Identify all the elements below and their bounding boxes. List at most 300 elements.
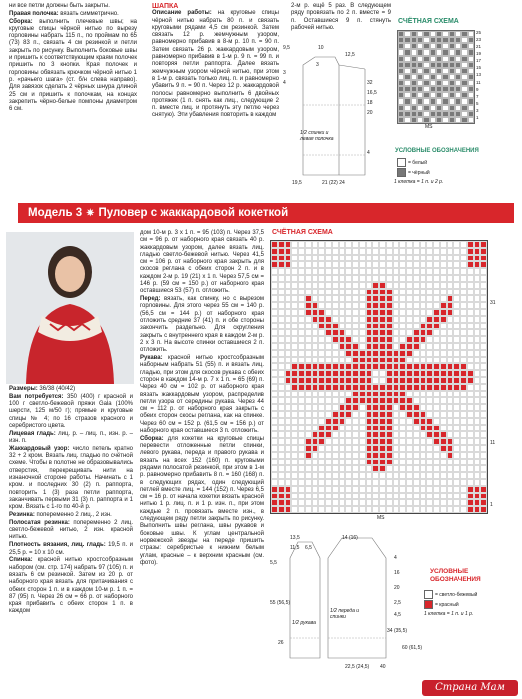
chart2-cell <box>447 282 454 289</box>
chart2-cell <box>285 370 292 377</box>
chart2-cell <box>339 336 346 343</box>
chart2-cell <box>426 370 433 377</box>
chart2-cell <box>366 493 373 500</box>
chart2-cell <box>440 316 447 323</box>
chart2-cell <box>467 431 474 438</box>
chart2-cell <box>345 343 352 350</box>
chart2-cell <box>399 459 406 466</box>
chart2-cell <box>291 268 298 275</box>
chart2-cell <box>440 479 447 486</box>
chart2-cell <box>305 350 312 357</box>
chart2-cell <box>366 459 373 466</box>
chart2-cell <box>420 377 427 384</box>
chart2-cell <box>426 391 433 398</box>
chart2-cell <box>285 316 292 323</box>
chart2-cell <box>318 302 325 309</box>
chart2-cell <box>345 404 352 411</box>
paragraph-body: 19,5 п. и 25,5 р. = 10 x 10 см. <box>9 542 133 556</box>
chart2-cell <box>440 418 447 425</box>
chart2-cell <box>339 302 346 309</box>
chart2-cell <box>318 241 325 248</box>
paragraph <box>9 520 133 542</box>
chart2-cell <box>372 268 379 275</box>
chart2-cell <box>460 241 467 248</box>
chart2-cell <box>467 329 474 336</box>
legend-red-swatch <box>424 600 433 609</box>
chart2-cell <box>318 506 325 513</box>
chart2-cell <box>447 275 454 282</box>
chart2-cell <box>379 329 386 336</box>
chart2-cell <box>467 404 474 411</box>
chart2-cell <box>460 336 467 343</box>
chart2-cell <box>474 452 481 459</box>
chart2-cell <box>298 472 305 479</box>
chart2-cell <box>318 309 325 316</box>
paragraph-body: попеременно 2 лиц. светло-бежевой нитью, 2 изн. красной нитью. <box>9 519 133 541</box>
chart2-cell <box>298 370 305 377</box>
chart2-cell <box>379 384 386 391</box>
chart2-cell <box>426 486 433 493</box>
legend1-white <box>397 158 427 167</box>
chart2-cell <box>447 452 454 459</box>
chart2-cell <box>379 411 386 418</box>
chart2-cell <box>467 479 474 486</box>
chart2-cell <box>379 336 386 343</box>
chart2-cell <box>305 248 312 255</box>
chart2-cell <box>474 241 481 248</box>
chart2-cell <box>318 363 325 370</box>
chart2-cell <box>359 329 366 336</box>
chart2-cell <box>366 370 373 377</box>
chart2-cell <box>460 275 467 282</box>
chart2-cell <box>339 329 346 336</box>
chart2-cell <box>318 465 325 472</box>
chart2-cell <box>453 268 460 275</box>
chart2-cell <box>426 377 433 384</box>
chart2-cell <box>366 486 373 493</box>
chart2-cell <box>433 323 440 330</box>
back-label: 1/2 переда и спинки <box>330 608 360 620</box>
chart2-cell <box>339 459 346 466</box>
chart2-cell <box>298 282 305 289</box>
chart2-cell <box>271 329 278 336</box>
chart2-cell <box>278 411 285 418</box>
chart2-cell <box>413 248 420 255</box>
chart2-cell <box>413 275 420 282</box>
chart2-cell <box>332 323 339 330</box>
chart2-cell <box>474 438 481 445</box>
chart2-cell <box>379 445 386 452</box>
chart2-cell <box>278 248 285 255</box>
chart2-cell <box>386 452 393 459</box>
chart2-cell <box>332 493 339 500</box>
model-title: Пуловер с жаккардовой кокеткой <box>98 207 289 219</box>
paragraph <box>9 19 137 114</box>
chart2-cell <box>298 479 305 486</box>
chart1-title: СЧЁТНАЯ СХЕМА <box>398 18 459 25</box>
chart2-cell <box>447 425 454 432</box>
chart2-cell <box>271 377 278 384</box>
chart2-cell <box>332 343 339 350</box>
chart2-cell <box>352 357 359 364</box>
chart2-cell <box>474 431 481 438</box>
chart2-cell <box>278 445 285 452</box>
chart2-cell <box>345 261 352 268</box>
chart2-cell <box>467 363 474 370</box>
chart2-cell <box>406 459 413 466</box>
chart2-cell <box>420 336 427 343</box>
chart2-cell <box>345 357 352 364</box>
chart2-cell <box>298 404 305 411</box>
chart2-cell <box>345 309 352 316</box>
chart2-cell <box>420 425 427 432</box>
chart2-cell <box>318 316 325 323</box>
watermark: Страна Мам <box>422 680 518 696</box>
chart2-cell <box>453 404 460 411</box>
pattern-w1: 19,5 <box>292 180 302 186</box>
chart2-cell <box>413 255 420 262</box>
chart2-cell <box>467 309 474 316</box>
chart2-cell <box>453 425 460 432</box>
chart2-cell <box>399 261 406 268</box>
chart2-cell <box>420 363 427 370</box>
chart2-cell <box>359 282 366 289</box>
chart2-cell <box>386 486 393 493</box>
chart2-cell <box>298 336 305 343</box>
legend-black-swatch <box>397 168 406 177</box>
chart2-cell <box>399 275 406 282</box>
chart2-cell <box>440 506 447 513</box>
chart1-row-label: 9 <box>476 86 479 92</box>
chart2-cell <box>271 404 278 411</box>
chart2-cell <box>339 425 346 432</box>
chart2-cell <box>332 377 339 384</box>
chart2-cell <box>278 329 285 336</box>
chart2-cell <box>420 438 427 445</box>
chart2-cell <box>352 431 359 438</box>
chart2-cell <box>393 268 400 275</box>
chart2-cell <box>372 275 379 282</box>
chart2-cell <box>426 384 433 391</box>
chart2-cell <box>359 275 366 282</box>
chart2-cell <box>386 384 393 391</box>
chart2-cell <box>366 397 373 404</box>
dim-p: 40 <box>380 664 386 670</box>
chart2-cell <box>372 493 379 500</box>
chart2-cell <box>447 336 454 343</box>
chart2-cell <box>366 255 373 262</box>
chart2-cell <box>480 452 487 459</box>
chart2-row-label: 11 <box>490 440 496 446</box>
legend2-title: УСЛОВНЫЕ ОБОЗНАЧЕНИЯ <box>430 568 481 583</box>
chart2-cell <box>474 486 481 493</box>
chart2-cell <box>278 506 285 513</box>
chart2-cell <box>345 316 352 323</box>
chart2-cell <box>278 404 285 411</box>
chart2-cell <box>366 377 373 384</box>
chart2-cell <box>312 295 319 302</box>
chart2-cell <box>440 411 447 418</box>
chart2-cell <box>447 309 454 316</box>
chart2-cell <box>480 486 487 493</box>
chart2-cell <box>318 418 325 425</box>
chart2-cell <box>312 329 319 336</box>
chart2-cell <box>339 282 346 289</box>
chart2-cell <box>339 377 346 384</box>
chart2-cell <box>440 323 447 330</box>
chart2-cell <box>325 350 332 357</box>
chart2-cell <box>312 357 319 364</box>
chart2-cell <box>278 261 285 268</box>
chart2-cell <box>467 336 474 343</box>
chart2-cell <box>318 445 325 452</box>
paragraph-lead: Размеры: <box>9 386 38 392</box>
chart2-cell <box>285 391 292 398</box>
dim-h: 22,5 (24,5) <box>345 664 370 670</box>
chart2-cell <box>440 391 447 398</box>
chart2-cell <box>393 438 400 445</box>
chart2-cell <box>474 282 481 289</box>
chart2-cell <box>312 255 319 262</box>
chart2-cell <box>366 472 373 479</box>
chart2-cell <box>339 397 346 404</box>
paragraph <box>9 542 133 557</box>
chart2-cell <box>312 452 319 459</box>
chart2-cell <box>271 431 278 438</box>
chart2-cell <box>325 472 332 479</box>
chart2-cell <box>386 357 393 364</box>
chart2-cell <box>285 472 292 479</box>
chart2-cell <box>339 499 346 506</box>
chart2-cell <box>440 472 447 479</box>
chart2-cell <box>386 261 393 268</box>
chart2-cell <box>460 350 467 357</box>
chart2-cell <box>453 255 460 262</box>
chart2-cell <box>440 397 447 404</box>
chart2-cell <box>406 506 413 513</box>
chart2-cell <box>332 404 339 411</box>
chart2-cell <box>420 343 427 350</box>
chart2-cell <box>467 289 474 296</box>
dim-g: 26 <box>278 640 284 646</box>
chart2-cell <box>271 350 278 357</box>
chart2-cell <box>285 479 292 486</box>
chart2-cell <box>433 275 440 282</box>
chart2-cell <box>447 445 454 452</box>
chart2-cell <box>440 289 447 296</box>
chart2-cell <box>467 397 474 404</box>
chart2-cell <box>372 391 379 398</box>
chart2-cell <box>399 357 406 364</box>
chart2-cell <box>366 309 373 316</box>
chart2-cell <box>366 506 373 513</box>
chart2-cell <box>345 329 352 336</box>
chart2-cell <box>480 295 487 302</box>
chart2-cell <box>278 343 285 350</box>
chart2-cell <box>399 445 406 452</box>
model-banner <box>18 203 514 223</box>
chart2-cell <box>372 357 379 364</box>
chart2-cell <box>420 275 427 282</box>
chart2-cell <box>359 316 366 323</box>
chart2-cell <box>271 384 278 391</box>
chart2-cell <box>271 275 278 282</box>
chart2-cell <box>420 323 427 330</box>
chart2-cell <box>345 350 352 357</box>
chart2-cell <box>325 248 332 255</box>
chart2-cell <box>359 248 366 255</box>
paragraph-body: 350 (400) г красной и 100 г светло-бежевой пряжи Gala (100% шерсти, 125 м/50 г); прямые и круговые спицы № 4; по 16 стразов красного и серебристого цвета. <box>9 393 133 429</box>
chart2-cell <box>406 397 413 404</box>
chart2-cell <box>420 384 427 391</box>
chart2-cell <box>453 506 460 513</box>
chart2-cell <box>372 425 379 432</box>
chart2-cell <box>480 289 487 296</box>
dim-b: 11,5 <box>290 545 300 551</box>
chart2-cell <box>386 275 393 282</box>
chart2-cell <box>345 459 352 466</box>
chart2-row-label: 31 <box>490 300 496 306</box>
chart2-cell <box>379 261 386 268</box>
chart2-cell <box>433 282 440 289</box>
chart2-cell <box>312 261 319 268</box>
chart2-cell <box>305 445 312 452</box>
chart2-cell <box>399 241 406 248</box>
chart2-cell <box>399 411 406 418</box>
chart2-cell <box>278 486 285 493</box>
chart2-cell <box>379 472 386 479</box>
chart2-cell <box>285 397 292 404</box>
chart2-cell <box>480 363 487 370</box>
chart2-cell <box>393 465 400 472</box>
chart2-cell <box>278 438 285 445</box>
chart2-cell <box>393 506 400 513</box>
chart2-cell <box>291 506 298 513</box>
chart2-cell <box>379 302 386 309</box>
chart2-cell <box>318 350 325 357</box>
chart2-cell <box>453 445 460 452</box>
chart2-cell <box>298 411 305 418</box>
chart2-cell <box>298 431 305 438</box>
paragraph-body: красной нитью кростсобразным наборным набрать 51 (55) п. и вязать лиц. гладью, при этом для скосов рукава с обеих сторон в каждом 14-м р. 7 x 1 п. = 65 (69) п. Через 40 см = 102 р. от наборного края вязать жаккардовым узором, распределив петли узора от середины рукава. Через 44 см = 112 р. от наборного края закрыть с обеих сторон скосы реглана, как на спинке. Через 60 см = 152 р. (61,5 см = 156 р.) от наборного края оставшиеся 3 п. отложить. <box>140 355 264 435</box>
chart2-cell <box>433 438 440 445</box>
chart2-cell <box>379 295 386 302</box>
chart2-cell <box>332 431 339 438</box>
chart2-cell <box>325 370 332 377</box>
chart2-cell <box>291 391 298 398</box>
chart2-cell <box>386 499 393 506</box>
chart2-cell <box>420 295 427 302</box>
chart2-cell <box>467 248 474 255</box>
chart2-cell <box>433 357 440 364</box>
chart1-row-label: 23 <box>476 37 482 43</box>
chart2-cell <box>460 363 467 370</box>
chart2-cell <box>278 418 285 425</box>
chart2-cell <box>386 282 393 289</box>
chart2-cell <box>440 268 447 275</box>
chart2-cell <box>426 289 433 296</box>
chart2-cell <box>345 431 352 438</box>
chart2-cell <box>332 391 339 398</box>
chart2-cell <box>453 493 460 500</box>
chart2-cell <box>480 506 487 513</box>
chart2-cell <box>318 255 325 262</box>
dim-m: 4,5 <box>394 612 401 618</box>
chart2-cell <box>312 499 319 506</box>
chart2-cell <box>426 350 433 357</box>
chart2-cell <box>352 343 359 350</box>
chart2-cell <box>474 479 481 486</box>
chart2-cell <box>467 438 474 445</box>
chart2-cell <box>271 248 278 255</box>
paragraph-lead: Полосатая резинка: <box>9 519 70 526</box>
chart2-cell <box>433 486 440 493</box>
chart2-cell <box>345 438 352 445</box>
sleeve-label: 1/2 рукава <box>292 620 316 626</box>
chart2-cell <box>433 295 440 302</box>
chart2-row-label: 1 <box>490 502 493 508</box>
chart2-cell <box>271 295 278 302</box>
chart2-cell <box>379 418 386 425</box>
chart2-cell <box>386 438 393 445</box>
chart2-cell <box>366 445 373 452</box>
chart2-cell <box>352 370 359 377</box>
chart2-cell <box>312 397 319 404</box>
chart2-cell <box>312 384 319 391</box>
chart2-cell <box>332 336 339 343</box>
chart2-cell <box>399 295 406 302</box>
chart2-cell <box>366 302 373 309</box>
chart2-cell <box>278 309 285 316</box>
chart2-cell <box>339 363 346 370</box>
paragraph-lead: Спинка: <box>9 557 33 564</box>
chart2-cell <box>298 241 305 248</box>
chart2-cell <box>305 255 312 262</box>
chart2-cell <box>480 411 487 418</box>
chart2-cell <box>325 295 332 302</box>
chart2-cell <box>386 418 393 425</box>
chart2-cell <box>345 275 352 282</box>
chart2-cell <box>386 506 393 513</box>
chart2-cell <box>467 268 474 275</box>
paragraph-lead: Резинка: <box>9 512 35 519</box>
chart2-cell <box>312 377 319 384</box>
chart2-cell <box>393 384 400 391</box>
chart2-cell <box>474 343 481 350</box>
chart2-cell <box>386 309 393 316</box>
chart2-cell <box>352 452 359 459</box>
chart2-cell <box>460 295 467 302</box>
chart2-cell <box>386 425 393 432</box>
chart2-cell <box>480 391 487 398</box>
chart2-cell <box>312 506 319 513</box>
chart2-cell <box>352 479 359 486</box>
chart2-cell <box>467 323 474 330</box>
paragraph-lead: Сборка: <box>9 18 33 25</box>
chart2-cell <box>291 472 298 479</box>
chart2-cell <box>393 377 400 384</box>
paragraph-lead: Жаккардовый узор: <box>9 445 70 452</box>
chart2-cell <box>440 350 447 357</box>
chart2-cell <box>393 336 400 343</box>
chart2-cell <box>474 350 481 357</box>
chart2-cell <box>325 336 332 343</box>
chart2-cell <box>393 261 400 268</box>
chart2-cell <box>305 452 312 459</box>
chart2-cell <box>359 295 366 302</box>
chart1-row-label: 19 <box>476 51 482 57</box>
chart2-cell <box>433 363 440 370</box>
